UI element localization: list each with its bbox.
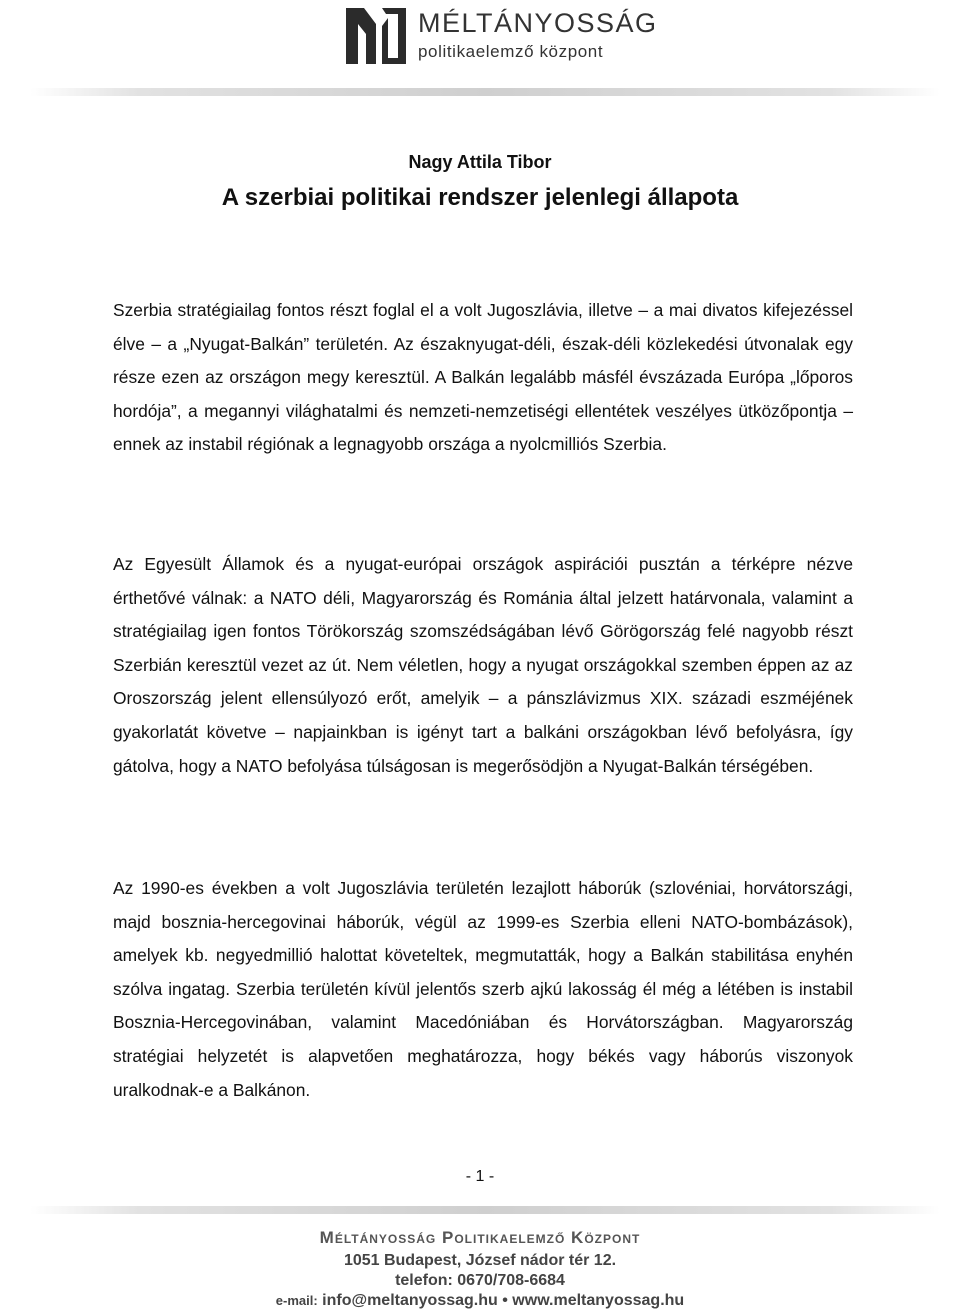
header-divider [30, 88, 940, 96]
body-paragraph: Szerbia stratégiailag fontos részt foglal el a volt Jugoszlávia, illetve – a mai divatos kifejezéssel élve – a „Nyugat-Balkán” területén. Az északnyugat-déli, észak-déli közlekedési útvonalak egy része ezen az országon megy keresztül. A Balkán legalább másfél évszázada Európa „lőporos hordója”, a megannyi világhatalmi és nemzeti-nemzetiségi ellentétek veszélyes ütközőpontja – ennek az instabil régiónak a legnagyobb országa a nyolcmilliós Szerbia. [113, 300, 853, 455]
footer-phone: telefon: 0670/708-6684 [395, 1272, 565, 1289]
email-label: e-mail: [275, 1293, 318, 1308]
page-number: - 1 - [465, 1168, 495, 1185]
page-header [0, 0, 960, 100]
footer-contact [0, 1292, 960, 1310]
bullet-separator: • [502, 1292, 508, 1309]
brand-subtitle: politikaelemző központ [418, 42, 604, 61]
footer-divider [30, 1206, 940, 1214]
footer-organization: Méltányosság Politikaelemző Központ [319, 1228, 641, 1247]
footer-address: 1051 Budapest, József nádor tér 12. [343, 1252, 617, 1269]
body-paragraph: Az Egyesült Államok és a nyugat-európai országok aspirációi pusztán a térképre nézve érthetővé válnak: a NATO déli, Magyarország és Románia által jelzett határvonala, valamint a stratégiailag igen fontos Törökország szomszédságában lévő Görögország felé nagyobb részt Szerbián keresztül vezet az út. Nem véletlen, hogy a nyugat országokkal szemben éppen az az Oroszország jelent ellensúlyozó erőt, amelyik – a pánszlávizmus XIX. századi eszméjének gyakorlatát követve – napjainkban is igényt tart a balkáni országokban lévő befolyásra, így gátolva, hogy a NATO befolyása túlságosan is megerősödjön a Nyugat-Balkán térségében. [113, 554, 853, 776]
website-link[interactable]: www.meltanyossag.hu [512, 1292, 685, 1309]
brand-name: MÉLTÁNYOSSÁG [418, 8, 658, 38]
author-name: Nagy Attila Tibor [408, 152, 552, 172]
body-paragraph: Az 1990-es években a volt Jugoszlávia területén lezajlott háborúk (szlovéniai, horvátországi, majd bosznia-hercegovinai háborúk, végül az 1999-es Szerbia elleni NATO-bombázások), amelyek kb. negyedmillió halottat követeltek, megmutatták, hogy a Balkán stabilitása enyhén szólva ingatag. Szerbia területén kívül jelentős szerb ajkú lakosság él még a létében is instabil Bosznia-Hercegovinában, valamint Macedóniában és Horvátországban. Magyarország stratégiai helyzetét is alapvetően meghatározza, hogy békés vagy háborús viszonyok uralkodnak-e a Balkánon. [113, 878, 853, 1100]
article-title: A szerbiai politikai rendszer jelenlegi állapota [221, 184, 739, 211]
m-letter-logo-icon [346, 8, 406, 64]
email-link[interactable]: info@meltanyossag.hu [322, 1292, 498, 1309]
